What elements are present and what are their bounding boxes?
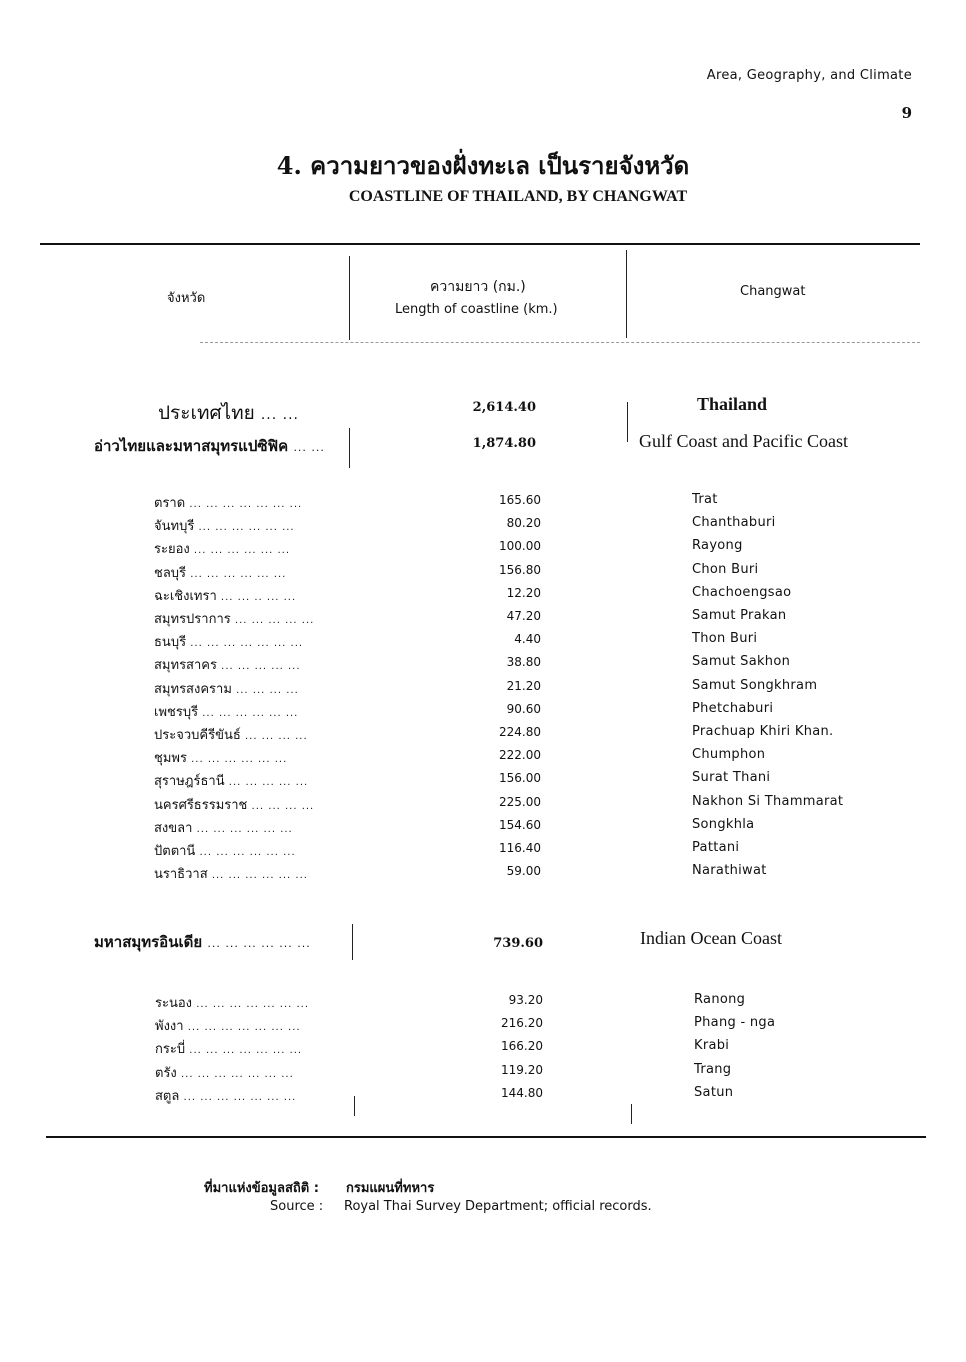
changwat-name-thai: ฉะเชิงเทรา (154, 588, 217, 604)
changwat-name-english: Narathiwat (692, 863, 767, 879)
changwat-name-thai: ชุมพร (154, 751, 187, 767)
source-value-thai: กรมแผนที่ทหาร (346, 1181, 435, 1196)
gulf-subtotal-thai (94, 434, 325, 458)
gulf-dots: ... ... (293, 441, 325, 454)
table-row-changwat-thai (154, 631, 303, 652)
coastline-length: 80.20 (506, 516, 541, 531)
total-length: 2,614.40 (472, 400, 536, 415)
leader-dots: ... ... ... ... ... ... (186, 754, 288, 766)
coastline-length: 222.00 (499, 748, 541, 763)
table-title-english: COASTLINE OF THAILAND, BY CHANGWAT (348, 188, 688, 205)
leader-dots: ... ... ... ... ... ... (186, 568, 287, 580)
column-separator-right-bottom (631, 1104, 632, 1124)
total-row-thai (158, 398, 299, 428)
table-row-changwat-thai (154, 863, 308, 884)
table-row-changwat-thai (155, 1085, 296, 1106)
indian-subtotal-english: Indian Ocean Coast (640, 928, 782, 948)
changwat-name-english: Trang (694, 1061, 732, 1077)
changwat-name-english: Ranong (694, 992, 746, 1007)
column-separator-left-indian (352, 924, 353, 960)
leader-dots: ... ... ... ... ... ... ... (179, 1091, 297, 1103)
coastline-length: 90.60 (506, 701, 541, 716)
table-row-changwat-thai (155, 1038, 302, 1059)
changwat-name-thai: สมุทรปราการ (154, 612, 231, 627)
coastline-length: 119.20 (501, 1062, 543, 1077)
source-value-english: Royal Thai Survey Department; official records. (344, 1199, 652, 1214)
changwat-name-thai: ตรัง (155, 1065, 177, 1081)
column-separator-left-header (349, 256, 350, 340)
coastline-length: 156.80 (499, 562, 541, 577)
table-row-changwat-thai (154, 654, 301, 675)
changwat-name-english: Rayong (692, 538, 743, 554)
coastline-length: 216.20 (501, 1016, 543, 1031)
changwat-name-english: Phang - nga (694, 1015, 776, 1031)
changwat-name-english: Samut Songkhram (692, 677, 818, 693)
changwat-name-thai: นครศรีธรรมราช (154, 797, 248, 813)
coastline-length: 144.80 (501, 1085, 543, 1100)
changwat-name-thai: นราธิวาส (154, 867, 208, 883)
column-separator-left-bottom (354, 1096, 355, 1116)
changwat-name-english: Phetchaburi (692, 700, 774, 716)
leader-dots: ... ... ... ... ... ... ... (183, 1022, 301, 1034)
column-header-length-english: Length of coastline (km.) (395, 302, 558, 317)
table-row-changwat-thai (154, 840, 296, 861)
changwat-name-english: Krabi (694, 1038, 730, 1054)
table-row-changwat-thai (155, 1015, 301, 1036)
changwat-name-english: Surat Thani (692, 770, 771, 786)
coastline-length: 166.20 (501, 1039, 543, 1054)
coastline-length: 100.00 (499, 539, 541, 554)
coastline-length: 93.20 (508, 993, 543, 1007)
indian-dots: ... ... ... ... ... ... (207, 937, 311, 950)
changwat-name-thai: สุราษฎร์ธานี (154, 774, 225, 790)
table-row-changwat-thai (154, 492, 302, 513)
leader-dots: ... ... ... ... ... ... (192, 823, 293, 835)
leader-dots: ... ... ... ... ... ... (194, 522, 295, 534)
leader-dots: ... ... ... ... ... (230, 615, 315, 626)
changwat-name-english: Samut Prakan (692, 608, 787, 623)
column-header-changwat-english: Changwat (740, 284, 806, 299)
table-row-changwat-thai (154, 770, 308, 791)
gulf-subtotal-length: 1,874.80 (472, 436, 536, 451)
leader-dots: ... ... ... ... (231, 684, 299, 696)
changwat-name-thai: ปัตตานี (154, 844, 196, 859)
leader-dots: ... ... ... ... ... (224, 777, 309, 789)
leader-dots: ... ... ... ... ... ... ... (176, 1068, 294, 1080)
table-row-changwat-thai (154, 585, 296, 606)
table-row-changwat-thai (154, 817, 293, 838)
gulf-label-thai: อ่าวไทยและมหาสมุทรแปซิฟิค (94, 437, 289, 455)
changwat-name-thai: กระบี่ (155, 1042, 186, 1058)
changwat-name-english: Satun (694, 1084, 734, 1100)
column-header-length-thai: ความยาว (กม.) (430, 279, 526, 295)
coastline-length: 156.00 (499, 771, 541, 786)
changwat-name-english: Chon Buri (692, 561, 759, 577)
column-separator-left-gulf (349, 428, 350, 468)
leader-dots: ... ... ... ... (247, 800, 315, 812)
leader-dots: ... ... ... ... ... ... (198, 707, 299, 719)
changwat-name-thai: สมุทรสงคราม (154, 681, 232, 697)
changwat-name-thai: สมุทรสาคร (154, 658, 217, 674)
coastline-length: 224.80 (499, 725, 541, 739)
source-label-english: Source : (270, 1199, 324, 1214)
indian-label-thai: มหาสมุทรอินเดีย (94, 933, 203, 951)
changwat-name-english: Songkhla (692, 816, 755, 832)
changwat-name-thai: ระนอง (155, 996, 193, 1011)
column-separator-right-header (626, 250, 627, 338)
table-row-changwat-thai (154, 678, 299, 699)
table-row-changwat-thai (154, 515, 295, 536)
changwat-name-thai: ระยอง (154, 542, 190, 558)
running-header: Area, Geography, and Climate (706, 68, 912, 83)
changwat-name-thai: สงขลา (154, 820, 193, 836)
page-number: 9 (901, 104, 912, 122)
coastline-length: 47.20 (506, 609, 541, 623)
leader-dots: ... ... ... ... ... ... ... (192, 999, 310, 1010)
changwat-name-thai: สตูล (155, 1088, 180, 1104)
total-label-thai: ประเทศไทย (158, 402, 255, 424)
changwat-name-english: Chachoengsao (692, 584, 792, 600)
coastline-length: 38.80 (506, 655, 541, 670)
coastline-length: 116.40 (499, 841, 541, 855)
changwat-name-english: Trat (692, 492, 718, 507)
leader-dots: ... ... ... ... ... ... (195, 847, 296, 858)
coastline-length: 154.60 (499, 817, 541, 832)
coastline-length: 12.20 (506, 585, 541, 600)
source-label-thai: ที่มาแห่งข้อมูลสถิติ : (204, 1181, 319, 1196)
leader-dots: ... ... ... ... ... (216, 661, 301, 673)
coastline-length: 21.20 (506, 678, 541, 693)
leader-dots: ... ... ... ... ... ... ... (185, 499, 303, 510)
header-divider (200, 342, 920, 343)
table-title-thai: 4. ความยาวของฝั่งทะเล เป็นรายจังหวัด (276, 151, 690, 180)
changwat-name-english: Chumphon (692, 747, 766, 763)
coastline-length: 4.40 (514, 632, 541, 647)
table-row-changwat-thai (154, 701, 298, 722)
leader-dots: ... ... .. ... ... (216, 591, 297, 603)
changwat-name-thai: พังงา (155, 1019, 184, 1035)
column-header-changwat-thai: จังหวัด (167, 291, 206, 306)
table-row-changwat-thai (154, 794, 314, 815)
leader-dots: ... ... ... ... (240, 731, 308, 742)
bottom-rule (46, 1136, 926, 1138)
changwat-name-english: Pattani (692, 840, 740, 855)
leader-dots: ... ... ... ... ... ... ... (185, 1045, 303, 1057)
table-row-changwat-thai (154, 608, 314, 629)
table-row-changwat-thai (155, 992, 309, 1013)
column-separator-right-gulf (627, 402, 628, 442)
table-row-changwat-thai (154, 562, 286, 583)
changwat-name-thai: จันทบุรี (154, 519, 195, 535)
indian-subtotal-length: 739.60 (493, 936, 543, 951)
changwat-name-thai: เพชรบุรี (154, 704, 199, 720)
indian-subtotal-thai (94, 930, 311, 954)
total-label-english: Thailand (697, 394, 768, 414)
changwat-name-english: Samut Sakhon (692, 654, 791, 670)
changwat-name-english: Chanthaburi (692, 515, 776, 531)
total-dots: ... ... (260, 407, 299, 423)
table-row-changwat-thai (155, 1062, 294, 1083)
coastline-length: 59.00 (506, 864, 541, 879)
leader-dots: ... ... ... ... ... ... (189, 545, 291, 557)
changwat-name-thai: ตราด (154, 496, 186, 511)
table-row-changwat-thai (154, 538, 290, 559)
changwat-name-english: Thon Buri (692, 631, 758, 647)
leader-dots: ... ... ... ... ... ... (207, 870, 308, 882)
changwat-name-thai: ธนบุรี (154, 635, 187, 651)
changwat-name-thai: ประจวบคีรีขันธ์ (154, 728, 241, 743)
coastline-length: 165.60 (499, 493, 541, 507)
changwat-name-english: Nakhon Si Thammarat (692, 793, 844, 809)
table-row-changwat-thai (154, 724, 308, 745)
table-row-changwat-thai (154, 747, 287, 768)
changwat-name-english: Prachuap Khiri Khan. (692, 724, 834, 739)
top-rule (40, 243, 920, 245)
leader-dots: ... ... ... ... ... ... ... (186, 638, 304, 650)
gulf-subtotal-english: Gulf Coast and Pacific Coast (639, 431, 848, 451)
coastline-length: 225.00 (499, 794, 541, 809)
changwat-name-thai: ชลบุรี (154, 565, 187, 581)
